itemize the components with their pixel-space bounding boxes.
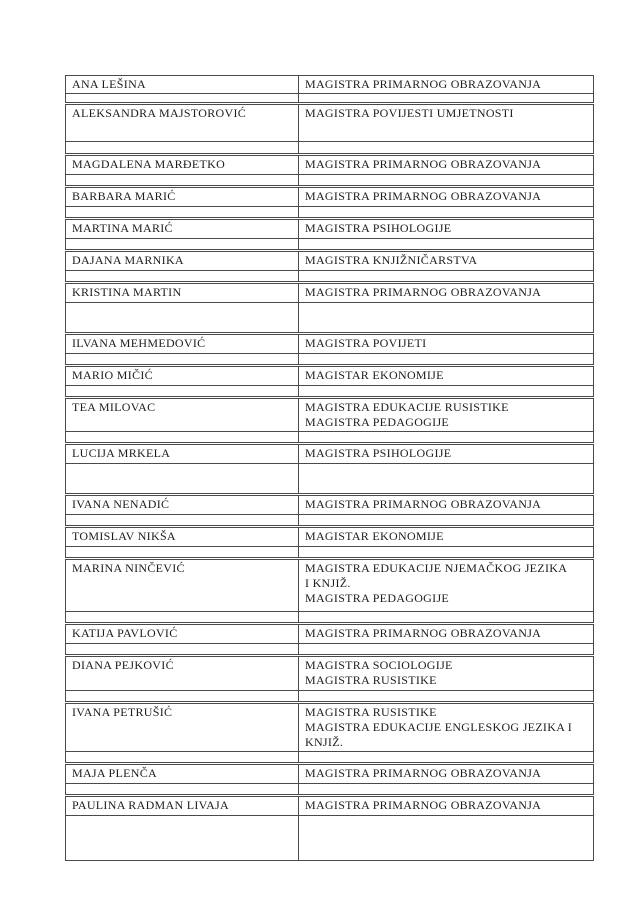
table-row — [66, 703, 594, 752]
graduate-name: KATIJA PAVLOVIĆ — [72, 626, 178, 640]
empty-cell — [299, 271, 594, 283]
degree-cell — [299, 559, 594, 612]
spacer-row — [66, 547, 594, 559]
degree-line: MAGISTRA PRIMARNOG OBRAZOVANJA — [305, 798, 542, 812]
graduate-name-cell — [66, 366, 299, 386]
graduate-name-cell — [66, 656, 299, 691]
spacer-row — [66, 175, 594, 187]
degree-line: KNJIŽ. — [305, 735, 344, 749]
graduate-name: MARINA NINČEVIĆ — [72, 561, 185, 575]
empty-cell — [299, 207, 594, 219]
empty-cell — [299, 515, 594, 527]
table-row — [66, 624, 594, 644]
empty-cell — [299, 464, 594, 495]
empty-cell — [299, 94, 594, 104]
spacer-row — [66, 303, 594, 334]
graduate-name-cell — [66, 444, 299, 464]
table-row — [66, 283, 594, 303]
graduate-name: PAULINA RADMAN LIVAJA — [72, 798, 229, 812]
degree-line: MAGISTRA PRIMARNOG OBRAZOVANJA — [305, 497, 542, 511]
degree-cell — [299, 334, 594, 354]
empty-cell — [66, 271, 299, 283]
graduate-name-cell — [66, 796, 299, 816]
document-page — [65, 75, 594, 861]
table-row — [66, 187, 594, 207]
degree-line: MAGISTAR EKONOMIJE — [305, 529, 444, 543]
degree-line: MAGISTRA POVIJETI — [305, 336, 427, 350]
degree-line: MAGISTRA PRIMARNOG OBRAZOVANJA — [305, 626, 542, 640]
empty-cell — [299, 644, 594, 656]
empty-cell — [66, 142, 299, 155]
degree-line: MAGISTRA EDUKACIJE RUSISTIKE — [305, 400, 509, 414]
graduate-name-cell — [66, 398, 299, 432]
graduate-name: DAJANA MARNIKA — [72, 253, 184, 267]
degree-cell — [299, 703, 594, 752]
graduate-name: IVANA NENADIĆ — [72, 497, 170, 511]
graduate-name-cell — [66, 251, 299, 271]
spacer-row — [66, 239, 594, 251]
empty-cell — [66, 515, 299, 527]
degree-cell — [299, 251, 594, 271]
trailing-empty-row — [66, 816, 594, 861]
table-row — [66, 764, 594, 784]
degree-cell — [299, 219, 594, 239]
graduate-name: MARIO MIČIĆ — [72, 368, 153, 382]
degree-cell — [299, 104, 594, 142]
degree-line: MAGISTRA PRIMARNOG OBRAZOVANJA — [305, 766, 542, 780]
degree-line: MAGISTRA POVIJESTI UMJETNOSTI — [305, 106, 514, 120]
graduate-name: ILVANA MEHMEDOVIĆ — [72, 336, 206, 350]
table-row — [66, 495, 594, 515]
spacer-row — [66, 142, 594, 155]
empty-cell — [66, 175, 299, 187]
table-row — [66, 155, 594, 175]
spacer-row — [66, 386, 594, 398]
degree-line: MAGISTRA EDUKACIJE NJEMAČKOG JEZIKA — [305, 561, 568, 575]
graduate-name-cell — [66, 527, 299, 547]
empty-cell — [299, 239, 594, 251]
empty-cell — [299, 386, 594, 398]
graduate-name: TOMISLAV NIKŠA — [72, 529, 176, 543]
graduate-name-cell — [66, 104, 299, 142]
empty-cell — [299, 142, 594, 155]
degree-cell — [299, 764, 594, 784]
degree-line: MAGISTRA PSIHOLOGIJE — [305, 221, 452, 235]
graduate-name-cell — [66, 334, 299, 354]
graduate-name-cell — [66, 764, 299, 784]
graduate-name-cell — [66, 559, 299, 612]
table-row — [66, 796, 594, 816]
graduate-name: LUCIJA MRKELA — [72, 446, 171, 460]
graduate-name: ANA LEŠINA — [72, 77, 146, 91]
spacer-row — [66, 464, 594, 495]
table-row — [66, 656, 594, 691]
table-row — [66, 527, 594, 547]
graduates-table — [65, 75, 594, 861]
spacer-row — [66, 784, 594, 796]
table-row — [66, 444, 594, 464]
empty-cell — [66, 752, 299, 764]
table-row — [66, 219, 594, 239]
degree-cell — [299, 155, 594, 175]
degree-line: MAGISTRA PRIMARNOG OBRAZOVANJA — [305, 189, 542, 203]
graduate-name-cell — [66, 76, 299, 94]
degree-cell — [299, 656, 594, 691]
degree-cell — [299, 187, 594, 207]
degree-line: MAGISTRA PRIMARNOG OBRAZOVANJA — [305, 157, 542, 171]
empty-cell — [66, 207, 299, 219]
degree-cell — [299, 444, 594, 464]
graduates-table-body — [66, 76, 594, 861]
degree-line: MAGISTRA PSIHOLOGIJE — [305, 446, 452, 460]
empty-cell — [66, 644, 299, 656]
empty-cell — [299, 354, 594, 366]
graduate-name: MAGDALENA MARĐETKO — [72, 157, 226, 171]
empty-cell — [66, 386, 299, 398]
empty-cell — [66, 432, 299, 444]
graduate-name-cell — [66, 219, 299, 239]
table-row — [66, 76, 594, 94]
spacer-row — [66, 752, 594, 764]
table-row — [66, 398, 594, 432]
empty-cell — [299, 612, 594, 624]
empty-cell — [66, 612, 299, 624]
empty-cell — [299, 303, 594, 334]
graduate-name: ALEKSANDRA MAJSTOROVIĆ — [72, 106, 247, 120]
graduate-name-cell — [66, 283, 299, 303]
degree-cell — [299, 366, 594, 386]
graduate-name: KRISTINA MARTIN — [72, 285, 182, 299]
graduate-name: IVANA PETRUŠIĆ — [72, 705, 173, 719]
degree-cell — [299, 495, 594, 515]
spacer-row — [66, 644, 594, 656]
degree-line: MAGISTRA PRIMARNOG OBRAZOVANJA — [305, 77, 542, 91]
empty-cell — [299, 547, 594, 559]
graduate-name-cell — [66, 703, 299, 752]
graduate-name-cell — [66, 495, 299, 515]
table-row — [66, 334, 594, 354]
empty-cell — [299, 784, 594, 796]
spacer-row — [66, 207, 594, 219]
degree-line: MAGISTRA RUSISTIKE — [305, 673, 437, 687]
empty-cell — [66, 94, 299, 104]
degree-cell — [299, 398, 594, 432]
empty-cell — [66, 547, 299, 559]
graduate-name: MARTINA MARIĆ — [72, 221, 173, 235]
spacer-row — [66, 691, 594, 703]
table-row — [66, 104, 594, 142]
degree-cell — [299, 283, 594, 303]
empty-cell — [66, 691, 299, 703]
degree-line: I KNJIŽ. — [305, 576, 351, 590]
empty-cell — [299, 432, 594, 444]
empty-cell — [66, 303, 299, 334]
degree-line: MAGISTRA PEDAGOGIJE — [305, 415, 450, 429]
degree-line: MAGISTRA KNJIŽNIČARSTVA — [305, 253, 478, 267]
empty-cell — [66, 239, 299, 251]
table-row — [66, 559, 594, 612]
empty-cell — [66, 464, 299, 495]
empty-cell — [299, 752, 594, 764]
empty-cell — [299, 691, 594, 703]
degree-line: MAGISTAR EKONOMIJE — [305, 368, 444, 382]
spacer-row — [66, 271, 594, 283]
degree-line: MAGISTRA PRIMARNOG OBRAZOVANJA — [305, 285, 542, 299]
graduate-name-cell — [66, 624, 299, 644]
graduate-name: DIANA PEJKOVIĆ — [72, 658, 174, 672]
graduate-name: MAJA PLENČA — [72, 766, 157, 780]
degree-line: MAGISTRA EDUKACIJE ENGLESKOG JEZIKA I — [305, 720, 573, 734]
empty-cell — [66, 784, 299, 796]
graduate-name-cell — [66, 155, 299, 175]
spacer-row — [66, 432, 594, 444]
degree-line: MAGISTRA RUSISTIKE — [305, 705, 437, 719]
table-row — [66, 251, 594, 271]
graduate-name: TEA MILOVAC — [72, 400, 156, 414]
spacer-row — [66, 94, 594, 104]
degree-cell — [299, 527, 594, 547]
table-row — [66, 366, 594, 386]
degree-cell — [299, 796, 594, 816]
degree-cell — [299, 76, 594, 94]
degree-cell — [299, 624, 594, 644]
spacer-row — [66, 515, 594, 527]
spacer-row — [66, 354, 594, 366]
degree-line: MAGISTRA PEDAGOGIJE — [305, 591, 450, 605]
degree-line: MAGISTRA SOCIOLOGIJE — [305, 658, 453, 672]
spacer-row — [66, 612, 594, 624]
graduate-name: BARBARA MARIĆ — [72, 189, 176, 203]
graduate-name-cell — [66, 187, 299, 207]
empty-cell — [299, 816, 594, 861]
empty-cell — [299, 175, 594, 187]
empty-cell — [66, 816, 299, 861]
empty-cell — [66, 354, 299, 366]
